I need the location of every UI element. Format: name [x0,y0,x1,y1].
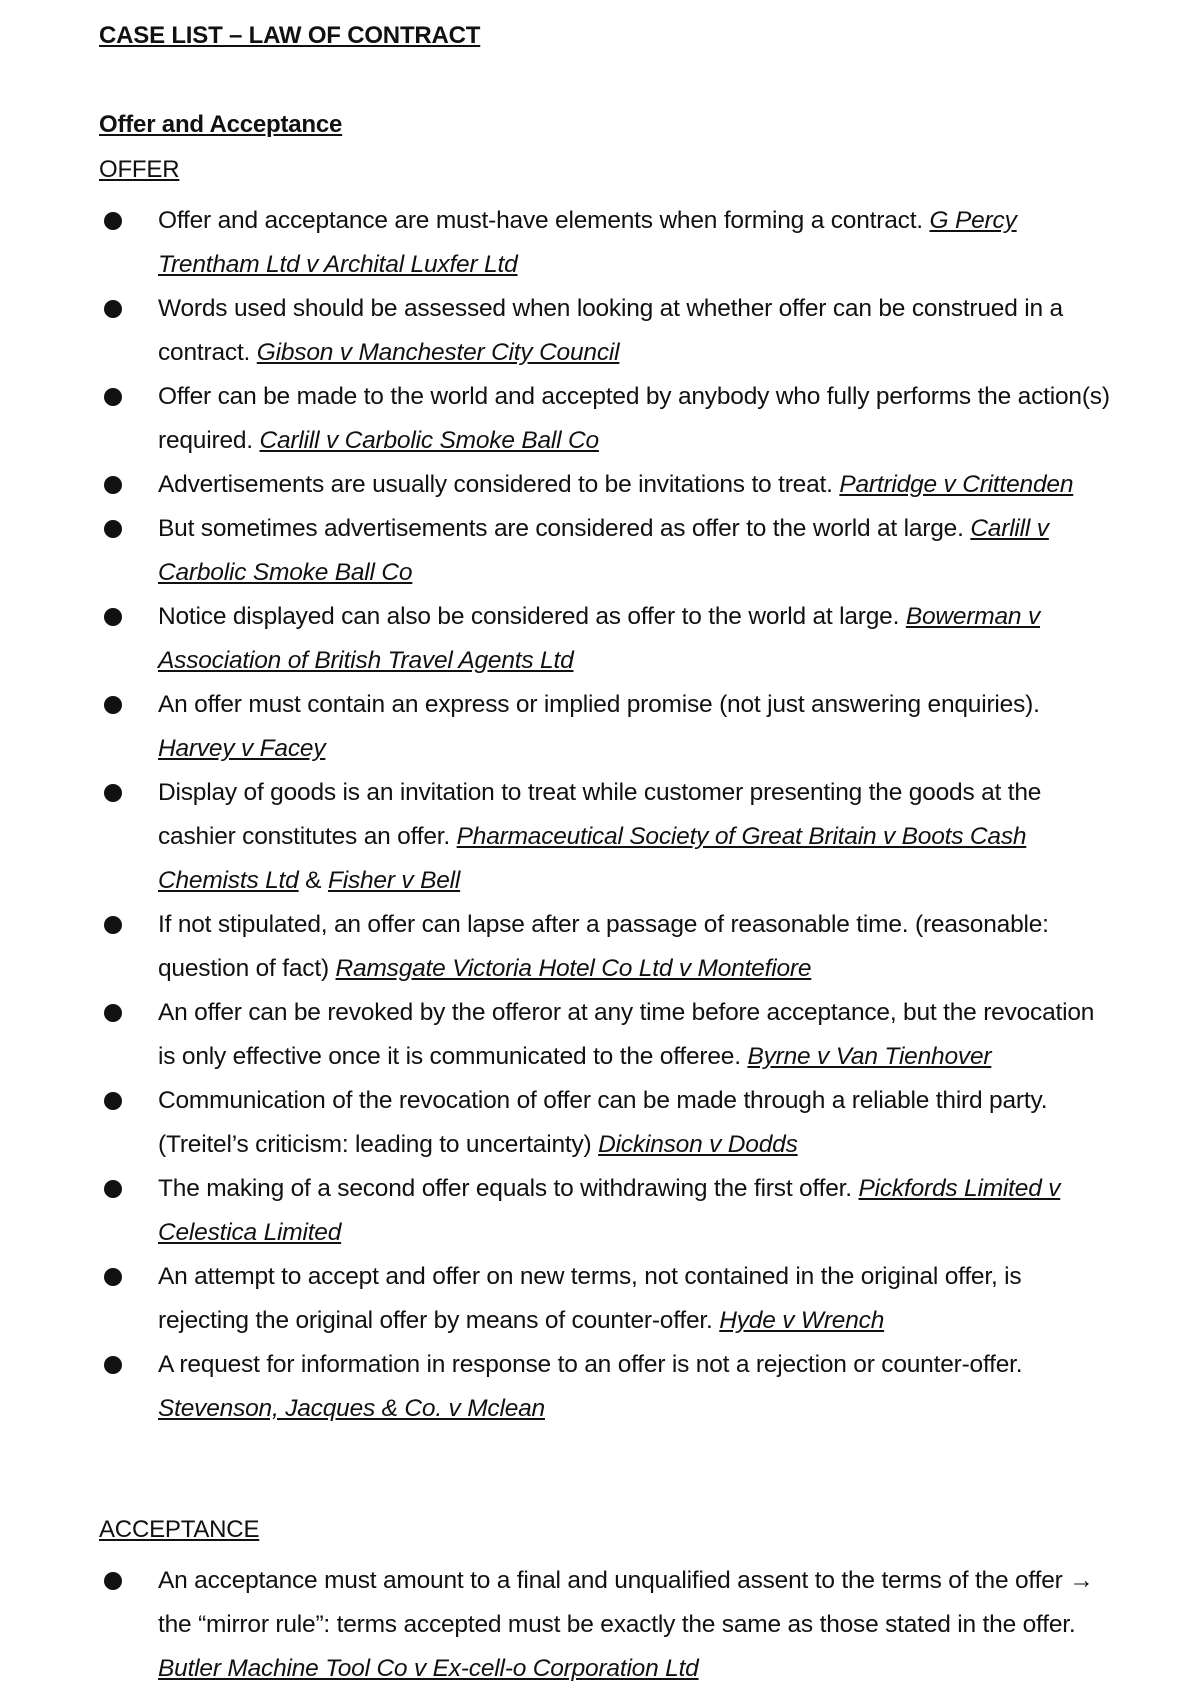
list-item [0,903,1200,991]
item-text: If not stipulated, an offer can lapse after a passage of reasonable time. (reasonable: question of fact) [158,911,1049,982]
item-text: Words used should be assessed when looking at whether offer can be construed in a contract. [158,295,1063,366]
document-title: CASE LIST – LAW OF CONTRACT [99,22,481,49]
bullet-icon [104,1356,122,1374]
case-citation-2: Fisher v Bell [327,867,461,894]
item-text: Offer can be made to the world and accepted by anybody who fully performs the action(s) required. [158,383,1110,454]
list-item [0,287,1200,375]
item-text: An offer must contain an express or implied promise (not just answering enquiries). [158,691,1040,718]
list-item [0,1559,1200,1691]
case-citation: Partridge v Crittenden [839,471,1074,498]
item-text: Display of goods is an invitation to treat while customer presenting the goods at the cashier constitutes an offer. [158,779,1042,850]
list-item [0,375,1200,463]
bullet-icon [104,1268,122,1286]
item-text: Communication of the revocation of offer can be made through a reliable third party. (Treitel’s criticism: leading to uncertainty) [158,1087,1048,1158]
case-citation: Bowerman v Association of British Travel Agents Ltd [158,603,1040,674]
list-item [0,1343,1200,1431]
bullet-icon [104,1572,122,1590]
list-item [0,463,1200,507]
bullet-icon [104,784,122,802]
list-item [0,1255,1200,1343]
item-text: Advertisements are usually considered to be invitations to treat. [158,471,840,498]
bullet-icon [104,916,122,934]
case-citation: Byrne v Van Tienhover [747,1043,992,1070]
list-item [0,507,1200,595]
acceptance-list [0,1559,1200,1691]
list-item [0,771,1200,903]
case-citation: Butler Machine Tool Co v Ex-cell-o Corporation Ltd [158,1655,699,1682]
case-joiner: & [298,867,328,894]
list-item [0,595,1200,683]
bullet-icon [104,608,122,626]
case-citation: Hyde v Wrench [719,1307,885,1334]
item-text: Offer and acceptance are must-have elements when forming a contract. [158,207,930,234]
item-text: An acceptance must amount to a final and unqualified assent to the terms of the offer → the “mirror rule”: terms accepted must be exactly the same as those stated in the offer. [158,1567,1094,1638]
list-item [0,1167,1200,1255]
case-citation: Pickfords Limited v Celestica Limited [158,1175,1061,1246]
case-citation: Ramsgate Victoria Hotel Co Ltd v Montefiore [335,955,812,982]
bullet-icon [104,1092,122,1110]
case-citation: Pharmaceutical Society of Great Britain v Boots Cash Chemists Ltd [158,823,1027,894]
list-item [0,991,1200,1079]
item-text: The making of a second offer equals to withdrawing the first offer. [158,1175,859,1202]
case-citation: Carlill v Carbolic Smoke Ball Co [259,427,599,454]
item-text: Notice displayed can also be considered as offer to the world at large. [158,603,906,630]
item-text: A request for information in response to an offer is not a rejection or counter-offer. [158,1351,1023,1378]
bullet-icon [104,520,122,538]
acceptance-heading: ACCEPTANCE [99,1516,260,1543]
bullet-icon [104,212,122,230]
case-citation: Harvey v Facey [158,735,326,762]
case-citation: Stevenson, Jacques & Co. v Mclean [158,1395,545,1422]
bullet-icon [104,388,122,406]
case-citation: Carlill v Carbolic Smoke Ball Co [158,515,1049,586]
case-citation: Dickinson v Dodds [598,1131,798,1158]
item-text: An offer can be revoked by the offeror at any time before acceptance, but the revocation is only effective once it is communicated to the offeree. [158,999,1095,1070]
bullet-icon [104,476,122,494]
list-item [0,683,1200,771]
case-citation: Gibson v Manchester City Council [256,339,620,366]
section-title: Offer and Acceptance [99,111,343,138]
offer-heading: OFFER [99,156,180,183]
list-item [0,1079,1200,1167]
item-text: An attempt to accept and offer on new terms, not contained in the original offer, is rejecting the original offer by means of counter-offer. [158,1263,1022,1334]
list-item [0,199,1200,287]
item-text: But sometimes advertisements are considered as offer to the world at large. [158,515,971,542]
bullet-icon [104,1004,122,1022]
offer-list [0,199,1200,1431]
bullet-icon [104,300,122,318]
bullet-icon [104,1180,122,1198]
case-citation: G Percy Trentham Ltd v Archital Luxfer Ltd [158,207,1017,278]
bullet-icon [104,696,122,714]
